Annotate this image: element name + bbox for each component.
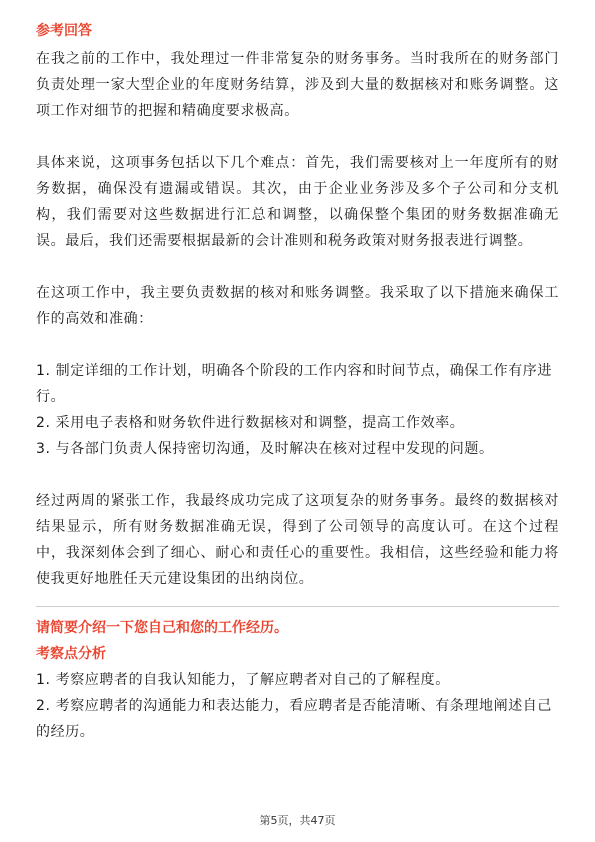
measures-list — [36, 358, 559, 462]
list-item: 1. 考察应聘者的自我认知能力，了解应聘者对自己的了解程度。 — [36, 672, 450, 688]
list-item: 3. 与各部门负责人保持密切沟通，及时解决在核对过程中发现的问题。 — [36, 441, 494, 457]
page-content — [36, 20, 559, 745]
paragraph-2: 具体来说，这项事务包括以下几个难点：首先，我们需要核对上一年度所有的财务数据，确保没有遗漏或错误。其次，由于企业业务涉及多个子公司和分支机构，我们需要对这些数据进行汇总和调整，以确保整个集团的财务数据准确无误。最后，我们还需要根据最新的会计准则和税务政策对财务报表进行调整。 — [36, 155, 559, 249]
paragraph-3: 在这项工作中，我主要负责数据的核对和账务调整。我采取了以下措施来确保工作的高效和准确： — [36, 285, 559, 327]
list-item: 1. 制定详细的工作计划，明确各个阶段的工作内容和时间节点，确保工作有序进行。 — [36, 363, 553, 405]
list-item: 2. 考察应聘者的沟通能力和表达能力，看应聘者是否能清晰、有条理地阐述自己的经历。 — [36, 698, 553, 740]
question-title: 请简要介绍一下您自己和您的工作经历。 — [36, 620, 288, 636]
page-number: 第5页，共47页 — [259, 814, 336, 827]
analysis-list — [36, 667, 559, 745]
analysis-heading: 考察点分析 — [36, 646, 106, 662]
answer-heading: 参考回答 — [36, 23, 92, 39]
conclusion-paragraph: 经过两周的紧张工作，我最终成功完成了这项复杂的财务事务。最终的数据核对结果显示，所有财务数据准确无误，得到了公司领导的高度认可。在这个过程中，我深刻体会到了细心、耐心和责任心的重要性。我相信，这些经验和能力将使我更好地胜任天元建设集团的出纳岗位。 — [36, 493, 559, 587]
list-item: 2. 采用电子表格和财务软件进行数据核对和调整，提高工作效率。 — [36, 415, 465, 431]
paragraph-1: 在我之前的工作中，我处理过一件非常复杂的财务事务。当时我所在的财务部门负责处理一家大型企业的年度财务结算，涉及到大量的数据核对和账务调整。这项工作对细节的把握和精确度要求极高。 — [36, 51, 559, 119]
section-divider — [36, 606, 559, 607]
